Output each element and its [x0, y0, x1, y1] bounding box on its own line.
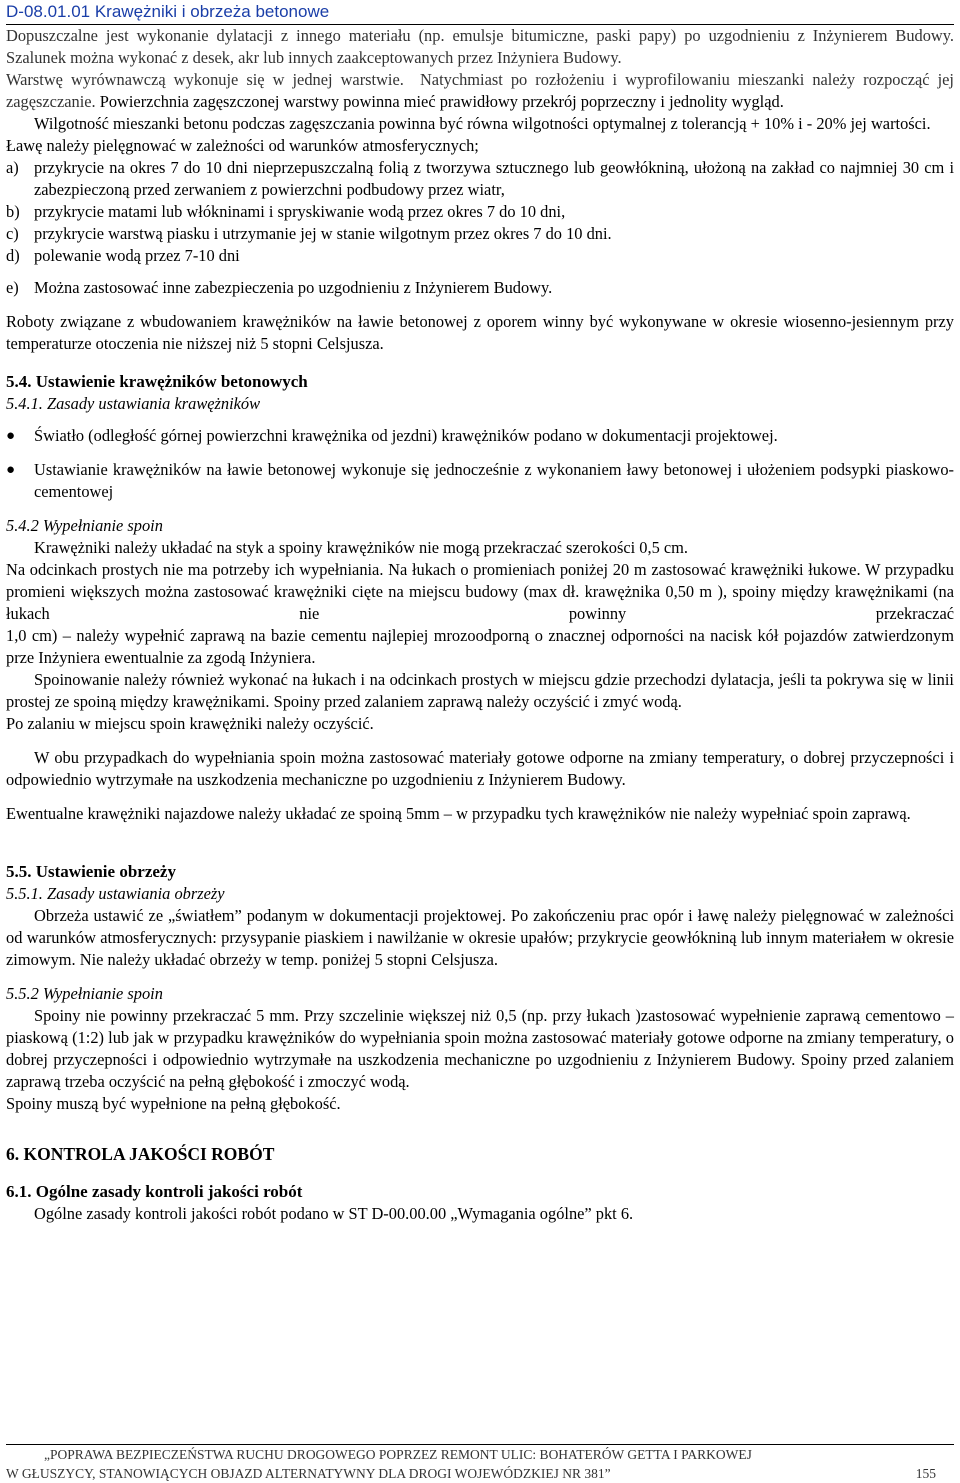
- page-number: 155: [915, 1466, 936, 1481]
- sentence-zageszczanie: Natychmiast po rozłożeniu i wyprofilowaniu mieszanki należy rozpocząć jej zagęszczanie.: [6, 70, 954, 111]
- paragraph-krawezniki-najazdowe: Ewentualne krawężniki najazdowe należy układać ze spoiną 5mm – w przypadku tych krawężników nie należy wypełniać spoin zaprawą.: [6, 804, 911, 823]
- paragraph-wilgotnosc: Wilgotność mieszanki betonu podczas zagęszczania powinna być równa wilgotności optymalnej z tolerancją + 10% i - 20% jej wartości.: [34, 114, 931, 133]
- section-heading-5-5: 5.5. Ustawienie obrzeży: [6, 862, 176, 881]
- list-item-label: c): [6, 224, 19, 243]
- paragraph-ogolne-zasady: Ogólne zasady kontroli jakości robót podano w ST D-00.00.00 „Wymagania ogólne” pkt 6.: [34, 1204, 634, 1223]
- subsection-heading-5-4-2: 5.4.2 Wypełnianie spoin: [6, 516, 163, 535]
- paragraph-po-zalaniu: Po zalaniu w miejscu spoin krawężniki należy oczyścić.: [6, 714, 374, 733]
- bullet-item: [6, 425, 954, 447]
- list-item-text: przykrycie warstwą piasku i utrzymanie jej w stanie wilgotnym przez okres 7 do 10 dni.: [34, 224, 612, 243]
- paragraph-styk: Krawężniki należy układać na styk a spoiny krawężników nie mogą przekraczać szerokości 0,5 cm.: [34, 538, 688, 557]
- subsection-heading-5-5-1: 5.5.1. Zasady ustawiania obrzeży: [6, 884, 225, 903]
- paragraph-materialy-gotowe: W obu przypadkach do wypełniania spoin można zastosować materiały gotowe odporne na zmiany temperatury, o dobrej przyczepności i odpowiednio wytrzymałe na uszkodzenia mechaniczne po uzgodnieniu z Inżynierem Budowy.: [6, 748, 954, 789]
- list-item-label: d): [6, 246, 20, 265]
- list-item-text: przykrycie matami lub włókninami i spryskiwanie wodą przez okres 7 do 10 dni,: [34, 202, 566, 221]
- paragraph-temperatura: Roboty związane z wbudowaniem krawężników na ławie betonowej z oporem winny być wykonywane w okresie wiosenno-jesiennym przy temperaturze otoczenia nie niższej niż 5 stopni Celsjusza.: [6, 312, 954, 353]
- paragraph-warstwa-wyrownawcza: [6, 69, 954, 113]
- bullet-text: Ustawianie krawężników na ławie betonowej wykonuje się jednocześnie z wykonaniem ławy betonowej i ułożeniem podsypki piaskowo- cementowej: [34, 460, 954, 501]
- document-body: [6, 25, 954, 1225]
- list-item: [6, 157, 954, 201]
- paragraph-spoiny-obrzeza: Spoiny nie powinny przekraczać 5 mm. Przy szczelinie większej niż 0,5 (np. przy łukach )zastosować wypełnienie zaprawą cementowo – piaskową (1:2) lub jak w przypadku krawężników do wypełniania spoin można zastosować materiały gotowe odporne na zmiany temperatury, o dobrej przyczepności i odpowiednio wytrzymałe na uszkodzenia mechaniczne po uzgodnieniu z Inżynierem Budowy. Spoiny przed zalaniem zaprawą trzeba oczyścić na pełną głębokość i zmoczyć wodą.: [6, 1006, 954, 1091]
- list-item-text: przykrycie na okres 7 do 10 dni nieprzepuszczalną folią z tworzywa sztucznego lub geowłókniną, ułożoną na zakład co najmniej 30 cm i zabezpieczoną przed zerwaniem z powierzchni podbudowy przez wiatr,: [34, 158, 954, 199]
- paragraph-odcinki-proste: Na odcinkach prostych nie ma potrzeby ich wypełniania. Na łukach o promieniach poniżej 20 m zastosować krawężniki łukowe. W przypadku promieni większych można zastosować krawężniki cięte na miejscu budowy (max dł. krawężnika 0,50 m ), spoiny między krawężnikami (na łukach nie powinny przekraczać: [6, 560, 954, 623]
- section-heading-5-4: 5.4. Ustawienie krawężników betonowych: [6, 372, 308, 391]
- curing-list: [6, 157, 954, 299]
- list-item-label: b): [6, 202, 20, 221]
- bullet-icon: ●: [6, 462, 16, 478]
- list-item-label: e): [6, 278, 19, 297]
- footer-project-title: „POPRAWA BEZPIECZEŃSTWA RUCHU DROGOWEGO POPRZEZ REMONT ULIC: BOHATERÓW GETTA I PARKOWEJ: [44, 1447, 752, 1462]
- page-footer: [6, 1444, 954, 1483]
- paragraph-obrzeza: Obrzeża ustawić ze „światłem” podanym w dokumentacji projektowej. Po zakończeniu prac opór i ławę należy pielęgnować w zależności od warunków atmosferycznych: przysypanie piaskiem i nawilżanie w okresie upałów; przykrycie geowłókniną lub innym materiałem w okresie zimowym. Nie należy układać obrzeży w temp. poniżej 5 stopni Celsjusza.: [6, 906, 954, 969]
- section-heading-6: 6. KONTROLA JAKOŚCI ROBÓT: [6, 1144, 275, 1164]
- footer-project-location: W GŁUSZYCY, STANOWIĄCYCH OBJAZD ALTERNATYWNY DLA DROGI WOJEWÓDZKIEJ NR 381”: [6, 1466, 611, 1481]
- paragraph-wypelnienie: 1,0 cm) – należy wypełnić zaprawą na bazie cementu najlepiej mrozoodporną o znacznej odporności na nacisk kół pojazdów zatwierdzonym prze Inżyniera ewentualnie za zgodą Inżyniera.: [6, 626, 954, 667]
- list-item: [6, 245, 954, 267]
- list-item: [6, 223, 954, 245]
- running-header: D-08.01.01 Krawężniki i obrzeża betonowe: [6, 0, 954, 25]
- subsection-heading-5-4-1: 5.4.1. Zasady ustawiania krawężników: [6, 394, 261, 413]
- list-item-text: Można zastosować inne zabezpieczenia po uzgodnieniu z Inżynierem Budowy.: [34, 278, 553, 297]
- paragraph-lawa: Ławę należy pielęgnować w zależności od warunków atmosferycznych;: [6, 136, 479, 155]
- paragraph-dylatacje: Dopuszczalne jest wykonanie dylatacji z innego materiału (np. emulsje bitumiczne, paski papy) po uzgodnieniu z Inżynierem Budowy. Szalunek można wykonać z desek, akr lub innych zaakceptowanych przez Inżyniera Budowy.: [6, 26, 954, 67]
- sentence-warstwa: Warstwę wyrównawczą wykonuje się w jednej warstwie.: [6, 70, 404, 89]
- bullet-item: [6, 459, 954, 503]
- list-item: [6, 201, 954, 223]
- sentence-powierzchnia: Powierzchnia zagęszczonej warstwy powinna mieć prawidłowy przekrój poprzeczny i jednolity wygląd.: [99, 92, 784, 111]
- list-item-text: polewanie wodą przez 7-10 dni: [34, 246, 240, 265]
- bullet-text: Światło (odległość górnej powierzchni krawężnika od jezdni) krawężników podano w dokumentacji projektowej.: [34, 426, 778, 445]
- bullet-icon: ●: [6, 428, 16, 444]
- list-item-label: a): [6, 158, 19, 177]
- paragraph-spoinowanie: Spoinowanie należy również wykonać na łukach i na odcinkach prostych w miejscu gdzie przechodzi dylatacja, jeśli ta pokrywa się w linii prostej ze spoiną między krawężnikami. Spoiny przed zalaniem zaprawą należy oczyścić i zmyć wodą.: [6, 670, 954, 711]
- section-heading-6-1: 6.1. Ogólne zasady kontroli jakości robót: [6, 1182, 303, 1201]
- paragraph-pelna-glebokosc: Spoiny muszą być wypełnione na pełną głębokość.: [6, 1094, 341, 1113]
- list-item: [6, 277, 954, 299]
- subsection-heading-5-5-2: 5.5.2 Wypełnianie spoin: [6, 984, 163, 1003]
